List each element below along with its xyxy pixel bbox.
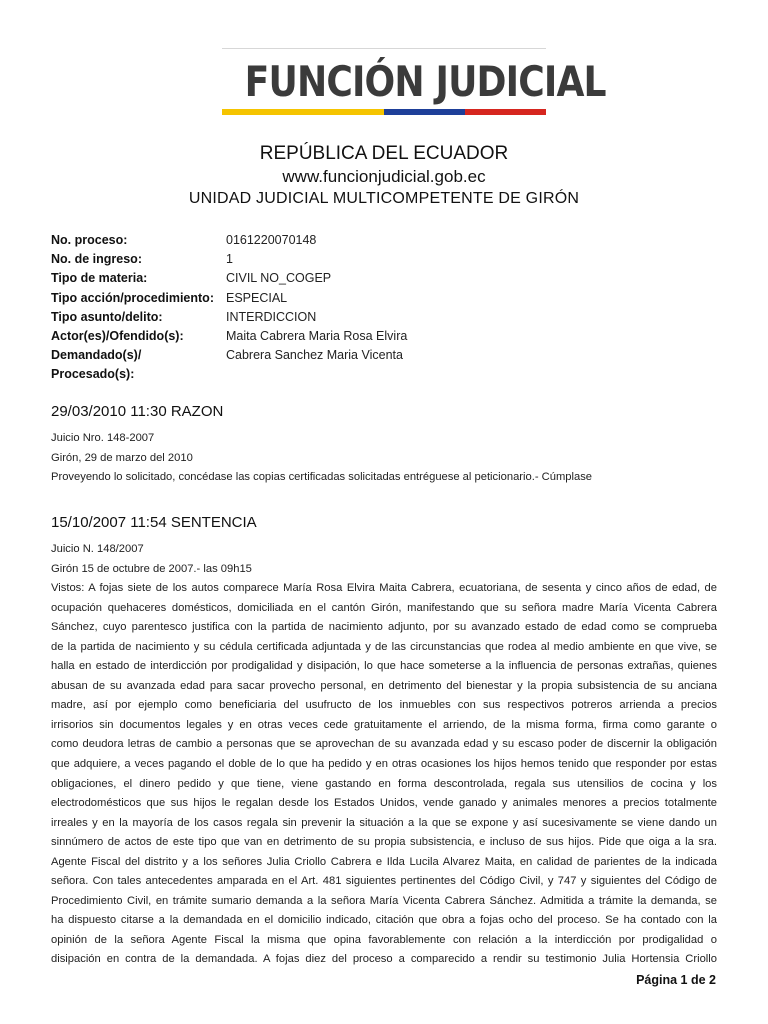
paragraph-line: Procedimiento Civil, en trámite sumario demanda a la señora María Vicenta Cabrera Sánchez. Admitida a trámite la demanda, se [51, 894, 717, 907]
flag-blue [384, 109, 465, 115]
entry-title: 29/03/2010 11:30 RAZON [51, 403, 224, 420]
paragraph-line: irrisorios sin documentos legales y en otras veces cede gratuitamente el arriendo, de la misma forma, firma como garante o [51, 718, 717, 731]
entry-body [51, 540, 717, 579]
meta-key: No. de ingreso: [51, 252, 142, 267]
meta-key: Actor(es)/Ofendido(s): [51, 329, 184, 344]
meta-key: Tipo asunto/delito: [51, 309, 163, 324]
meta-row [51, 250, 721, 269]
paragraph-line: Sánchez, cuyo parentesco justifica con la partida de nacimiento adjunto, por su avanzado estado de edad como se comprueba [51, 621, 717, 634]
website-url: www.funcionjudicial.gob.ec [282, 167, 486, 186]
funcion-judicial-logo [222, 48, 606, 115]
flag-red [465, 109, 546, 115]
entry-line: Girón, 29 de marzo del 2010 [51, 451, 193, 464]
meta-value: CIVIL NO_COGEP [226, 271, 332, 286]
sentence-paragraph [51, 579, 717, 970]
meta-value: 1 [226, 252, 233, 267]
meta-row [51, 346, 721, 384]
docket-entry-razon [51, 402, 717, 488]
page-number: Página 1 de 2 [636, 973, 716, 987]
paragraph-line: como deudora letras de cambio a personas que se aprovechan de su avanzada edad y su escaso poder de discernir la obligación [51, 738, 717, 751]
paragraph-line: abusan de su avanzada edad para sacar provecho personal, en detrimento del bienestar y la propia subsistencia de su anciana [51, 679, 717, 692]
court-unit-title: UNIDAD JUDICIAL MULTICOMPETENTE DE GIRÓN [188, 190, 580, 207]
meta-row [51, 308, 721, 327]
paragraph-line: irreales y en la mayoría de los casos regala sin prevenir la situación a la que se expone y así sucesivamente se viene dando un [51, 816, 717, 829]
entry-line: Girón 15 de octubre de 2007.- las 09h15 [51, 562, 252, 575]
meta-row [51, 327, 721, 346]
meta-row [51, 289, 721, 308]
entry-body [51, 429, 717, 488]
paragraph-line: obligaciones, el dinero pedido y que tiene, viene gastando en forma descontrolada, regala sus utensilios de cocina y los [51, 777, 717, 790]
docket-entry-sentencia [51, 513, 717, 970]
logo-flag-stripe [222, 109, 546, 115]
paragraph-line: opinión de la señora Agente Fiscal la misma que opina favorablemente con relación a la interdicción por prodigalidad o [51, 933, 717, 946]
meta-row [51, 231, 721, 250]
logo-text: FUNCIÓN JUDICIAL [244, 57, 606, 106]
paragraph-line: Agente Fiscal del distrito y a los señores Julia Criollo Cabrera e Ilda Lucila Alvarez Maita, en calidad de parientes de la indicada [51, 855, 717, 868]
meta-key: No. proceso: [51, 233, 128, 247]
meta-value: ESPECIAL [226, 290, 288, 305]
paragraph-line: madre, así por ejemplo como beneficiaria del usufructo de los inmuebles con sus respectivos potreros arrienda a precios [51, 699, 717, 712]
meta-value: 0161220070148 [226, 233, 317, 247]
logo-top-rule [222, 48, 546, 49]
entry-line: Proveyendo lo solicitado, concédase las copias certificadas solicitadas entréguese al peticionario.- Cúmplase [51, 471, 593, 484]
paragraph-line: de la partida de nacimiento y su cédula certificada adjuntada y de las circunstancias que rodea al medio ambiente en que vive, se [51, 640, 717, 653]
paragraph-line: ocupación quehaceres domésticos, domiciliada en el cantón Girón, manifestando que su señora madre María Vicenta Cabrera [51, 601, 717, 614]
meta-key: Tipo acción/procedimiento: [51, 290, 214, 305]
paragraph-line: electrodomésticos que sus hijos le regalan desde los Estados Unidos, vende ganado y animales menores a precios totalmente [51, 797, 717, 810]
meta-key: Tipo de materia: [51, 271, 148, 286]
entry-line: Juicio Nro. 148-2007 [51, 432, 155, 444]
document-header [0, 142, 768, 210]
meta-key-line: Demandado(s)/ [51, 348, 142, 363]
entry-line: Juicio N. 148/2007 [51, 543, 144, 555]
flag-yellow [222, 109, 384, 115]
meta-row [51, 269, 721, 288]
paragraph-line: halla en estado de interdicción por prodigalidad y disipación, lo que hace someterse a la influencia de personas extrañas, quienes [51, 660, 717, 673]
meta-value: INTERDICCION [226, 309, 317, 324]
country-title: REPÚBLICA DEL ECUADOR [259, 143, 509, 164]
entry-title: 15/10/2007 11:54 SENTENCIA [51, 514, 257, 531]
case-metadata [51, 231, 721, 385]
paragraph-line: que adquiere, a veces pagando el doble de lo que ha pedido y en otras ocasiones los hijos hemos tenido que responder por estas [51, 758, 717, 771]
paragraph-line: ha dispuesto citarse a la demandada en el domicilio indicado, citación que obra a fojas ocho del proceso. Se ha contado con la [51, 914, 717, 927]
meta-value: Cabrera Sanchez Maria Vicenta [226, 348, 403, 363]
meta-key [51, 346, 226, 384]
paragraph-line: señora. Con tales antecedentes amparada en el Art. 481 siguientes pertinentes del Código Civil, y 747 y siguientes del Código de [51, 875, 717, 888]
paragraph-line: disipación en contra de la demandada. A fojas diez del proceso a comparecido a rendir su testimonio Julia Hortensia Criollo [51, 953, 717, 966]
paragraph-line: sinnúmero de actos de este tipo que van en detrimento de su propia subsistencia, e incluso de sus hijos. Pide que oiga a la sra. [51, 836, 717, 849]
meta-key-line: Procesado(s): [51, 367, 135, 382]
meta-value: Maita Cabrera Maria Rosa Elvira [226, 329, 408, 344]
paragraph-line: Vistos: A fojas siete de los autos comparece María Rosa Elvira Maita Cabrera, ecuatoriana, de sesenta y cinco años de edad, de [51, 582, 717, 595]
